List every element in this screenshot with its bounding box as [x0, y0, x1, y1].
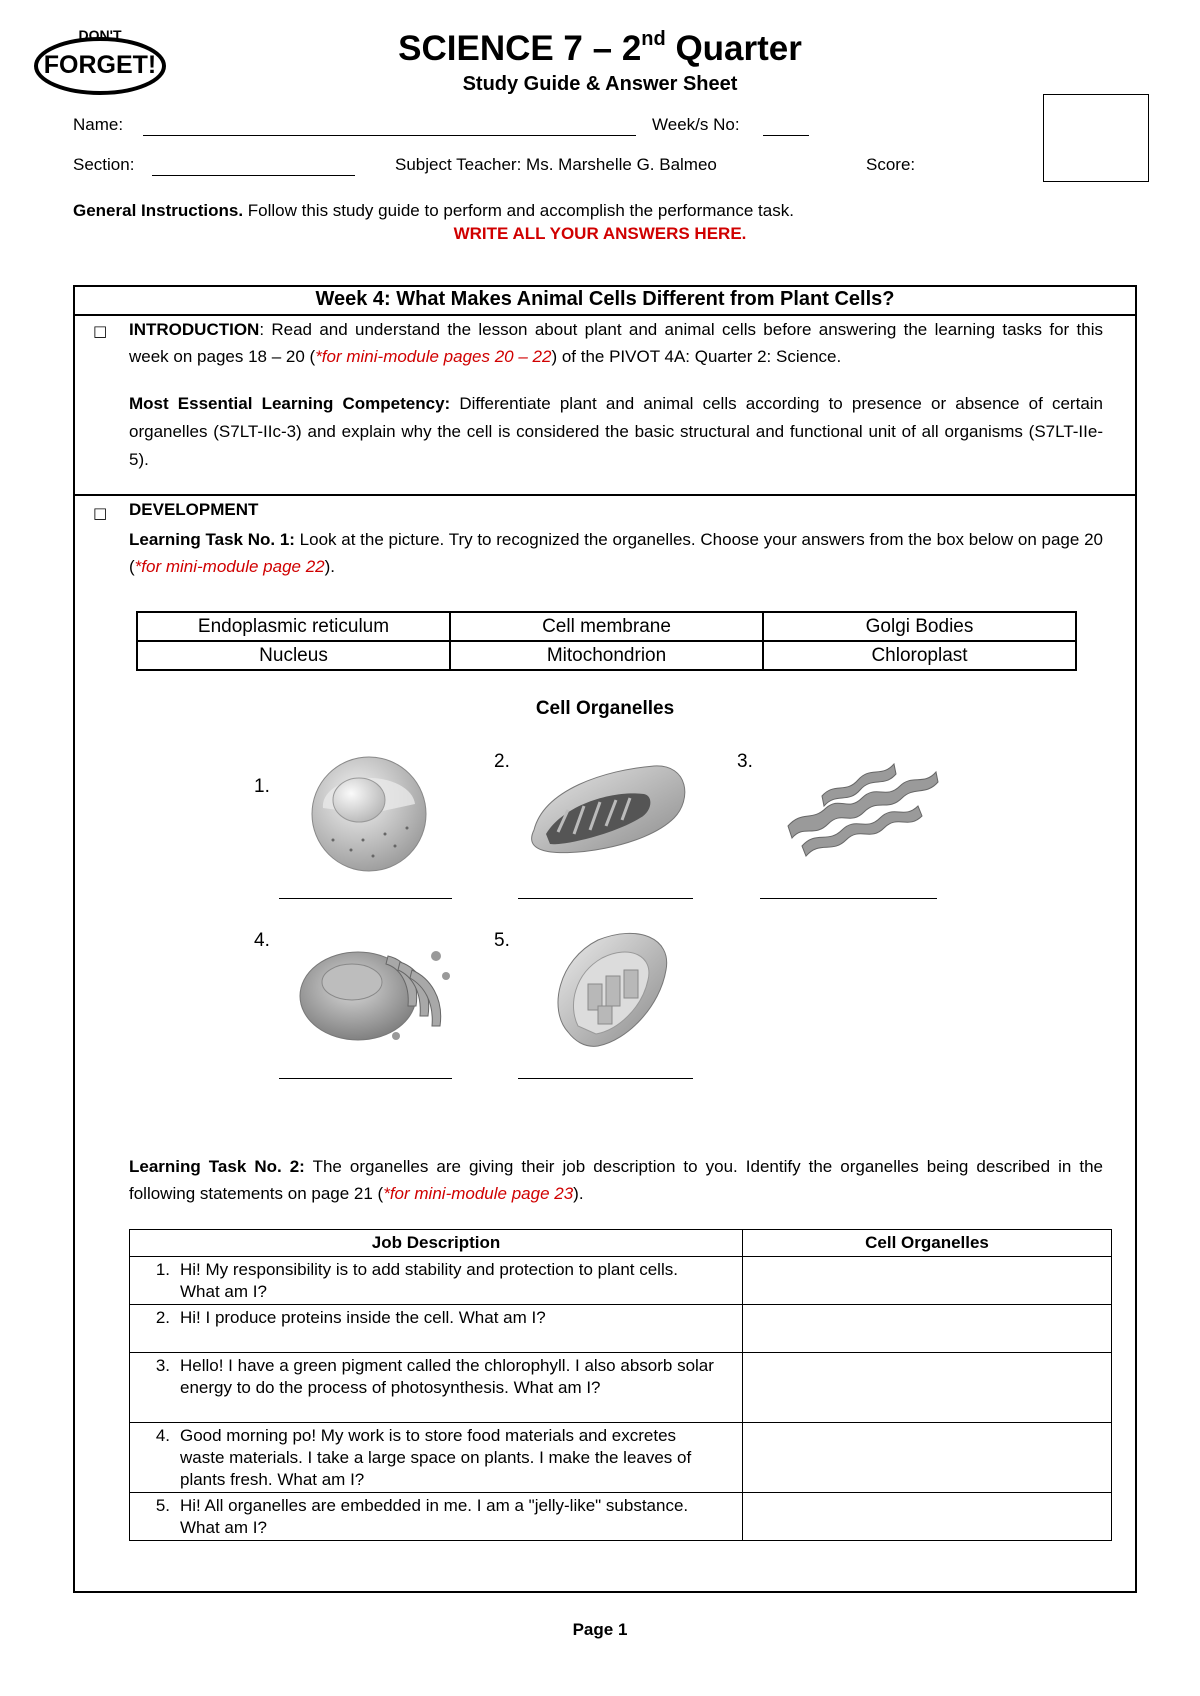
section-label: Section: [73, 155, 135, 174]
choice-cell: Chloroplast [763, 641, 1076, 670]
answer-cell[interactable] [743, 1257, 1112, 1305]
week-label: Week/s No: [652, 115, 740, 134]
choice-cell: Golgi Bodies [763, 612, 1076, 641]
score-label: Score: [866, 155, 916, 174]
choice-cell: Cell membrane [450, 612, 763, 641]
learning-task-2: Learning Task No. 2: The organelles are giving their job description to you. Identify the organelles being described in the following statements on page 21 (*for mini-module page 23). [129, 1157, 1103, 1203]
learning-competency: Most Essential Learning Competency: Differentiate plant and animal cells according to presence or absence of certain organelles (S7LT-IIc-3) and explain why the cell is considered the basic structural and functional unit of all organisms (S7LT-IIe-5). [129, 394, 1104, 469]
answer-cell[interactable] [743, 1305, 1112, 1353]
page-title: SCIENCE 7 – 2nd Quarter [398, 28, 802, 68]
organelle-number-3: 3. [737, 751, 753, 772]
table-row [130, 1305, 1112, 1353]
job-description-cell: 5. Hi! All organelles are embedded in me. I am a "jelly-like" substance. What am I? [130, 1493, 743, 1541]
badge-line2: FORGET! [43, 51, 157, 79]
name-label: Name: [73, 115, 124, 134]
answer-line-4[interactable] [279, 1078, 452, 1079]
job-description-table [129, 1229, 1112, 1541]
cell-membrane-illustration [303, 752, 435, 872]
answer-line-1[interactable] [279, 898, 452, 899]
job-description-cell: 1. Hi! My responsibility is to add stability and protection to plant cells. What am I? [130, 1257, 743, 1305]
table-row [130, 1493, 1112, 1541]
answer-cell[interactable] [743, 1353, 1112, 1423]
choices-table [136, 611, 1077, 671]
answer-cell[interactable] [743, 1423, 1112, 1493]
intro-bullet-icon: □ [93, 322, 108, 340]
choice-cell: Endoplasmic reticulum [137, 612, 450, 641]
table-row [130, 1423, 1112, 1493]
job-description-cell: 2. Hi! I produce proteins inside the cell. What am I? [130, 1305, 743, 1353]
frame-divider-2 [73, 494, 1137, 496]
table-row [137, 612, 1076, 641]
week-field[interactable] [763, 135, 809, 136]
answer-cell[interactable] [743, 1493, 1112, 1541]
golgi-bodies-illustration [296, 936, 452, 1046]
choice-cell: Mitochondrion [450, 641, 763, 670]
organelle-number-1: 1. [254, 776, 270, 797]
figure-title: Cell Organelles [535, 698, 675, 719]
page-number: Page 1 [572, 1620, 628, 1639]
answer-line-2[interactable] [518, 898, 693, 899]
learning-task-1: Learning Task No. 1: Look at the picture. Try to recognized the organelles. Choose your answers from the box below on page 20 (*for mini-module page 22). [129, 530, 1103, 576]
dev-bullet-icon: □ [93, 504, 108, 522]
choice-cell: Nucleus [137, 641, 450, 670]
answer-line-5[interactable] [518, 1078, 693, 1079]
mitochondrion-illustration [524, 760, 694, 858]
organelle-number-2: 2. [494, 751, 510, 772]
development-label: DEVELOPMENT [129, 500, 259, 519]
table-row [137, 641, 1076, 670]
page-subtitle: Study Guide & Answer Sheet [462, 73, 738, 95]
name-field[interactable] [143, 135, 636, 136]
table-header-row [130, 1230, 1112, 1257]
organelle-number-5: 5. [494, 930, 510, 951]
header-cell-organelles: Cell Organelles [743, 1230, 1112, 1257]
section-field[interactable] [152, 175, 355, 176]
subject-teacher: Subject Teacher: Ms. Marshelle G. Balmeo [395, 155, 717, 174]
answer-line-3[interactable] [760, 898, 937, 899]
table-row [130, 1257, 1112, 1305]
organelle-number-4: 4. [254, 930, 270, 951]
job-description-cell: 4. Good morning po! My work is to store food materials and excretes waste materials. I take a large space on plants. I make the leaves of plants fresh. What am I? [130, 1423, 743, 1493]
chloroplast-illustration [548, 930, 674, 1048]
score-box [1043, 94, 1149, 182]
endoplasmic-reticulum-illustration [782, 756, 942, 860]
table-row [130, 1353, 1112, 1423]
introduction: INTRODUCTION: Read and understand the lesson about plant and animal cells before answering the learning tasks for this week on pages 18 – 20 (*for mini-module pages 20 – 22) of the PIVOT 4A: Quarter 2: Science. [129, 320, 1103, 366]
header-job-description: Job Description [130, 1230, 743, 1257]
job-description-cell: 3. Hello! I have a green pigment called the chlorophyll. I also absorb solar energy to do the process of photosynthesis. What am I? [130, 1353, 743, 1423]
answers-warning: WRITE ALL YOUR ANSWERS HERE. [453, 224, 747, 243]
general-instructions: General Instructions. Follow this study guide to perform and accomplish the performance task. [73, 201, 794, 220]
week-heading: Week 4: What Makes Animal Cells Different from Plant Cells? [315, 288, 895, 310]
badge-line1: DON'T [78, 27, 122, 43]
